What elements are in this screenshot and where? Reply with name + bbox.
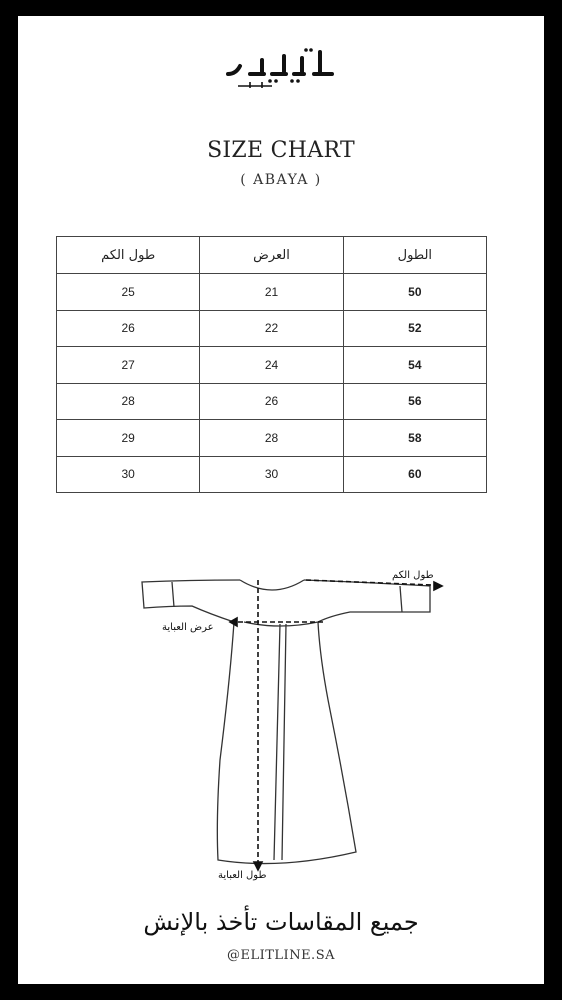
cell-sleeve: 29 bbox=[57, 420, 200, 457]
page-title: SIZE CHART bbox=[207, 138, 355, 163]
social-handle: @ELITLINE.SA bbox=[227, 948, 335, 963]
measurement-note: جميع المقاسات تأخذ بالإنش bbox=[143, 908, 419, 936]
sleeve-length-label: طول الكم bbox=[392, 570, 434, 581]
header-sleeve: طول الكم bbox=[57, 237, 200, 274]
table-row bbox=[57, 347, 487, 384]
header-length: الطول bbox=[343, 237, 486, 274]
cell-width: 21 bbox=[200, 274, 343, 311]
page-subtitle: ( ABAYA ) bbox=[240, 172, 322, 188]
cell-sleeve: 27 bbox=[57, 347, 200, 384]
cell-sleeve: 28 bbox=[57, 383, 200, 420]
abaya-width-label: عرض العباية bbox=[162, 622, 214, 633]
abaya-length-label: طول العباية bbox=[218, 870, 267, 881]
cell-length: 52 bbox=[343, 310, 486, 347]
cell-length: 56 bbox=[343, 383, 486, 420]
cell-width: 26 bbox=[200, 383, 343, 420]
table-row bbox=[57, 310, 487, 347]
cell-sleeve: 26 bbox=[57, 310, 200, 347]
table-row bbox=[57, 274, 487, 311]
cell-width: 24 bbox=[200, 347, 343, 384]
header-width: العرض bbox=[200, 237, 343, 274]
cell-length: 58 bbox=[343, 420, 486, 457]
cell-width: 28 bbox=[200, 420, 343, 457]
cell-sleeve: 30 bbox=[57, 456, 200, 493]
cell-length: 50 bbox=[343, 274, 486, 311]
cell-width: 22 bbox=[200, 310, 343, 347]
cell-width: 30 bbox=[200, 456, 343, 493]
brand-logo bbox=[210, 40, 350, 100]
cell-sleeve: 25 bbox=[57, 274, 200, 311]
cell-length: 54 bbox=[343, 347, 486, 384]
table-row bbox=[57, 383, 487, 420]
measurement-arrows bbox=[230, 580, 442, 870]
table-row bbox=[57, 420, 487, 457]
cell-length: 60 bbox=[343, 456, 486, 493]
size-table bbox=[56, 236, 487, 493]
abaya-diagram bbox=[130, 560, 450, 890]
table-header-row bbox=[57, 237, 487, 274]
table-row bbox=[57, 456, 487, 493]
